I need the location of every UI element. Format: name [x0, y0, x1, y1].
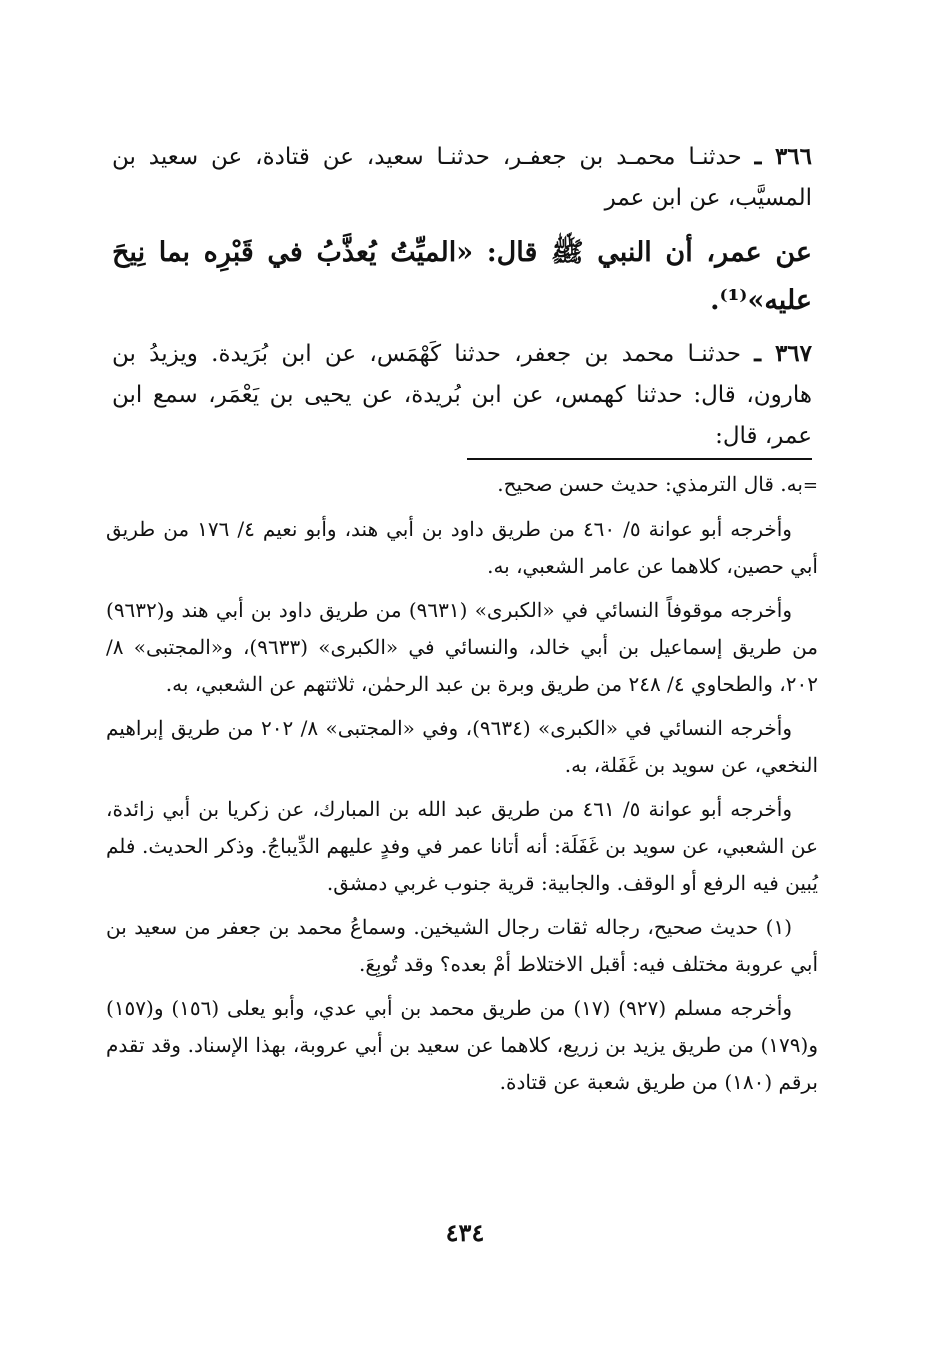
footnote-paragraph: وأخرجه أبو عوانة ٥/ ٤٦١ من طريق عبد الله بن المبارك، عن زكريا بن أبي زائدة، عن الشعبي، عن سويد بن غَفَلَة: أنه أتانا عمر في وفدٍ عليهم الدِّيباجُ. وذكر الحديث. فلم يُبين فيه الرفع أو الوقف. والجابية: قرية جنوب غربي دمشق.: [106, 797, 818, 895]
hadith-366-isnad: [112, 136, 812, 219]
main-text: [112, 136, 812, 457]
footnote-1: (١) حديث صحيح، رجاله ثقات رجال الشيخين. وسماعُ محمد بن جعفر من سعيد بن أبي عروبة مختلف فيه: أقبل الاختلاط أمْ بعده؟ وقد تُوبِعَ.: [106, 915, 818, 976]
footnote-divider: [467, 458, 812, 460]
footnote-paragraph: وأخرجه أبو عوانة ٥/ ٤٦٠ من طريق داود بن أبي هند، وأبو نعيم ٤/ ١٧٦ من طريق أبي حصين، كلاهما عن عامر الشعبي، به.: [106, 517, 818, 578]
hadith-366-matn: عن عمر، أن النبي ﷺ قال: «الميِّتُ يُعذَّبُ في قَبْرِه بما نِيحَ عليه»⁽¹⁾.: [112, 237, 812, 316]
footnote-paragraph: وأخرجه موقوفاً النسائي في «الكبرى» (٩٦٣١) من طريق داود بن أبي هند و(٩٦٣٢) من طريق إسماعيل بن أبي خالد، والنسائي في «الكبرى» (٩٦٣٣)، و«المجتبى» ٨/ ٢٠٢، والطحاوي ٤/ ٢٤٨ من طريق وبرة بن عبد الرحمٰن، ثلاثتهم عن الشعبي، به.: [106, 598, 819, 696]
hadith-number: ٣٦٧ ـ: [754, 340, 812, 367]
hadith-number: ٣٦٦ ـ: [754, 143, 812, 170]
isnad-text: حدثنـا محمد بن جعفر، حدثنا كَهْمَس، عن ابن بُرَيدة. ويزيدُ بن هارون، قال: حدثنا كهمس، عن ابن بُريدة، عن يحيى بن يَعْمَر، سمع ابن عمر، قال:: [112, 341, 812, 449]
footnote-paragraph: =به. قال الترمذي: حديث حسن صحيح.: [497, 472, 818, 496]
continuation-mark: =: [802, 475, 818, 496]
footnotes: [106, 466, 818, 1108]
isnad-text: حدثنـا محمـد بن جعفـر، حدثنـا سعيد، عن قتادة، عن سعيد بن المسيَّب، عن ابن عمر: [112, 144, 812, 211]
page-number: ٤٣٤: [445, 1218, 485, 1247]
hadith-367-isnad: [112, 333, 812, 457]
footnote-paragraph: وأخرجه مسلم (٩٢٧) (١٧) من طريق محمد بن أبي عدي، وأبو يعلى (١٥٦) و(١٥٧) و(١٧٩) من طريق يزيد بن زريع، كلاهما عن سعيد بن أبي عروبة، بهذا الإسناد. وقد تقدم برقم (١٨٠) من طريق شعبة عن قتادة.: [106, 996, 818, 1094]
footnote-paragraph: وأخرجه النسائي في «الكبرى» (٩٦٣٤)، وفي «المجتبى» ٨/ ٢٠٢ من طريق إبراهيم النخعي، عن سويد بن غَفَلة، به.: [106, 716, 818, 777]
